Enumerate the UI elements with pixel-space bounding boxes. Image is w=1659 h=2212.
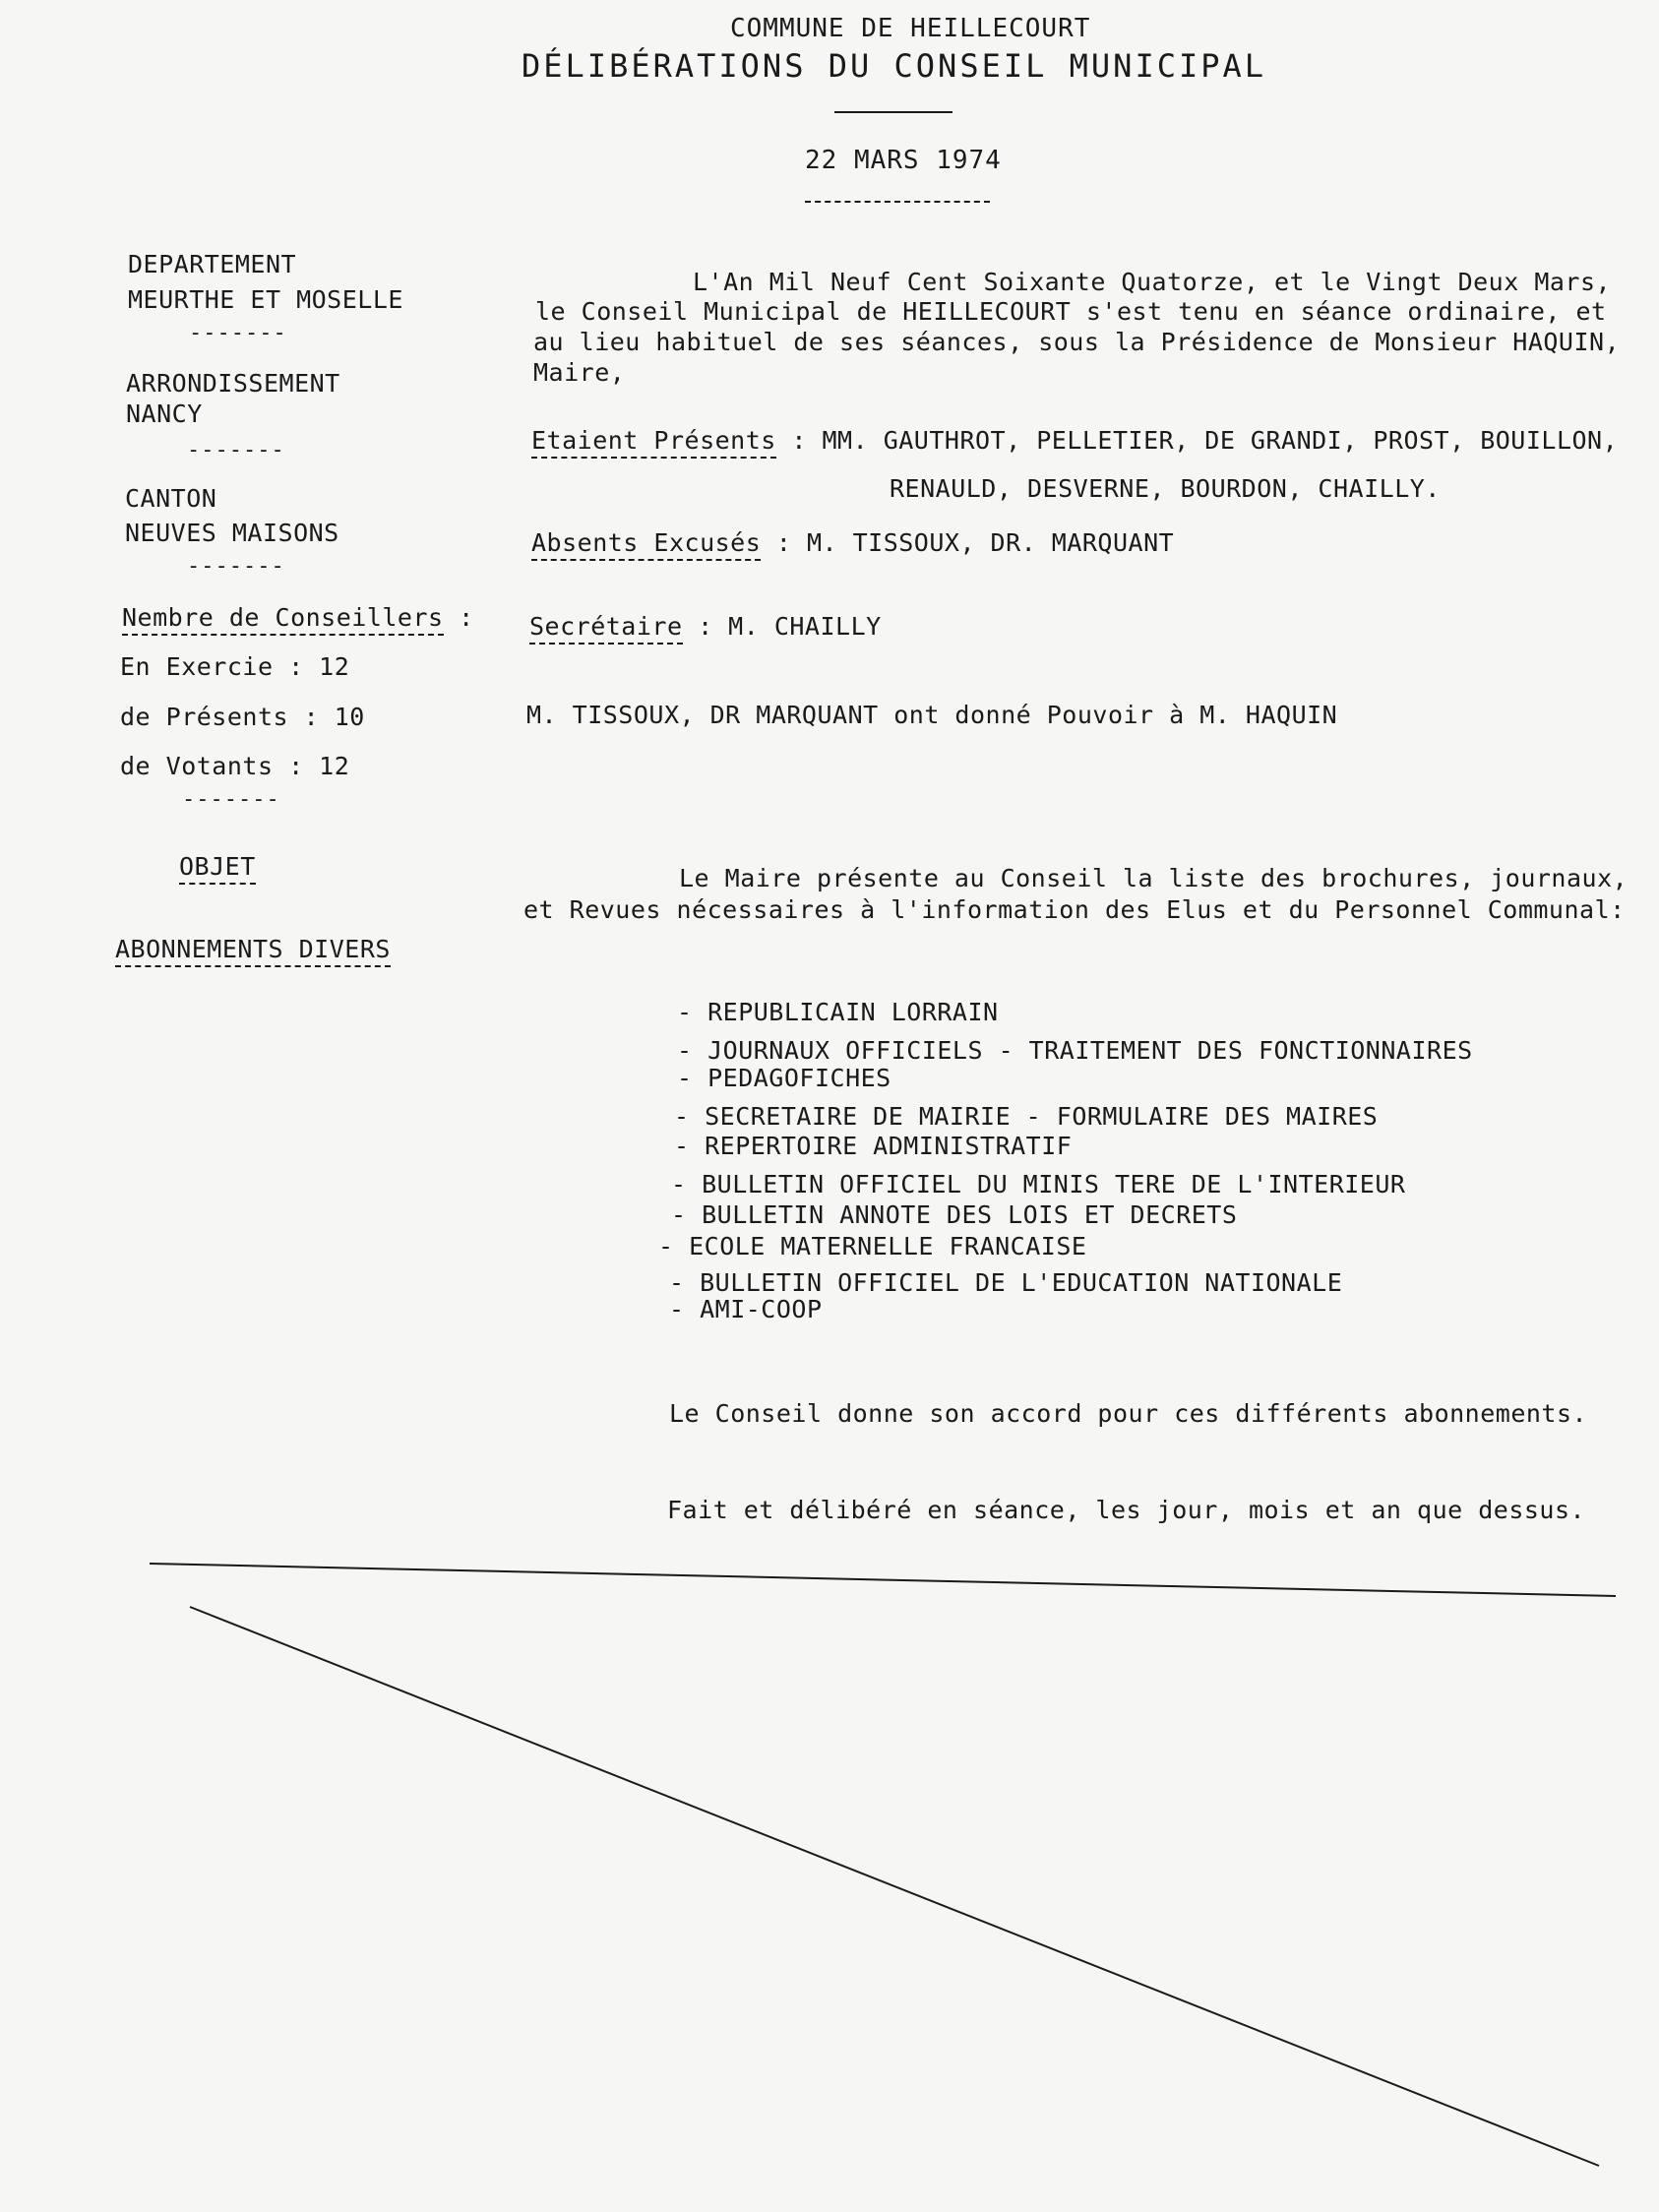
canton-label: CANTON <box>125 484 217 513</box>
list-item: - PEDAGOFICHES <box>677 1064 891 1092</box>
list-item: - BULLETIN OFFICIEL DU MINIS TERE DE L'INTERIEUR <box>671 1170 1406 1198</box>
list-item: - JOURNAUX OFFICIELS - TRAITEMENT DES FONCTIONNAIRES <box>677 1036 1473 1065</box>
intro-line: le Conseil Municipal de HEILLECOURT s'est tenu en séance ordinaire, et <box>535 297 1607 326</box>
presents-names-continued: RENAULD, DESVERNE, BOURDON, CHAILLY. <box>890 474 1441 503</box>
departement-label: DEPARTEMENT <box>128 250 297 278</box>
absents-label: Absents Excusés <box>531 528 761 561</box>
intro-line: L'An Mil Neuf Cent Soixante Quatorze, et le Vingt Deux Mars, <box>693 268 1612 296</box>
intro-line: au lieu habituel de ses séances, sous la Présidence de Monsieur HAQUIN, <box>533 328 1621 356</box>
list-item: - SECRETAIRE DE MAIRIE - FORMULAIRE DES MAIRES <box>674 1102 1379 1131</box>
presents-count-label: de Présents <box>120 703 289 731</box>
presents-names: : MM. GAUTHROT, PELLETIER, DE GRANDI, PROST, BOUILLON, <box>791 426 1619 455</box>
pouvoir-line: M. TISSOUX, DR MARQUANT ont donné Pouvoir à M. HAQUIN <box>526 701 1338 729</box>
meeting-date: 22 MARS 1974 <box>805 146 1002 175</box>
list-item: - BULLETIN ANNOTE DES LOIS ET DECRETS <box>671 1200 1238 1229</box>
conseillers-label: Nembre de Conseillers <box>122 603 444 636</box>
list-item: - AMI-COOP <box>669 1295 823 1323</box>
list-item: - REPUBLICAIN LORRAIN <box>677 998 999 1026</box>
document-title: DÉLIBÉRATIONS DU CONSEIL MUNICIPAL <box>522 47 1267 85</box>
separator: ------- <box>187 438 285 462</box>
exercice-row: En Exercie : 12 <box>120 652 350 681</box>
separator: ------- <box>187 554 285 579</box>
votants-label: de Votants <box>120 752 274 780</box>
maire-line: et Revues nécessaires à l'information des Elus et du Personnel Communal: <box>523 895 1626 924</box>
canton-value: NEUVES MAISONS <box>125 519 339 547</box>
votants-value: 12 <box>319 752 350 780</box>
maire-line: Le Maire présente au Conseil la liste des brochures, journaux, <box>679 864 1628 892</box>
intro-line: Maire, <box>533 358 626 387</box>
secretaire-name: : M. CHAILLY <box>698 612 882 641</box>
list-item: - REPERTOIRE ADMINISTRATIF <box>674 1132 1073 1160</box>
fait-line: Fait et délibéré en séance, les jour, mois et an que dessus. <box>667 1496 1586 1524</box>
votants-row: de Votants : 12 <box>120 752 350 780</box>
exercice-value: 12 <box>319 652 350 681</box>
presents-count-value: 10 <box>334 703 365 731</box>
list-item: - ECOLE MATERNELLE FRANCAISE <box>658 1232 1087 1260</box>
arrondissement-label: ARRONDISSEMENT <box>126 369 340 398</box>
separator: ------- <box>182 787 280 812</box>
absents-names: : M. TISSOUX, DR. MARQUANT <box>775 528 1175 557</box>
conseillers-heading: Nembre de Conseillers : <box>122 603 474 632</box>
presents-label: Etaient Présents <box>531 426 776 459</box>
accord-line: Le Conseil donne son accord pour ces différents abonnements. <box>669 1399 1588 1428</box>
commune-heading: COMMUNE DE HEILLECOURT <box>730 14 1091 43</box>
exercice-label: En Exercie <box>120 652 274 681</box>
secretaire-label: Secrétaire <box>529 612 683 645</box>
departement-value: MEURTHE ET MOSELLE <box>128 285 403 314</box>
arrondissement-value: NANCY <box>126 399 203 428</box>
objet-label: OBJET <box>179 852 256 885</box>
presents-row: de Présents : 10 <box>120 703 365 731</box>
cancellation-stroke <box>190 1607 1599 2166</box>
separator: ------- <box>189 321 287 345</box>
list-item: - BULLETIN OFFICIEL DE L'EDUCATION NATIONALE <box>669 1268 1343 1297</box>
objet-value: ABONNEMENTS DIVERS <box>115 935 391 967</box>
closing-rule <box>150 1564 1616 1596</box>
